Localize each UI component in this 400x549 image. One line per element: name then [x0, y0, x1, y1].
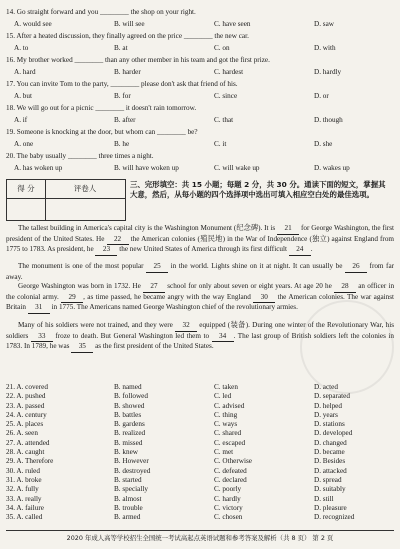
option: D. saw — [314, 20, 334, 28]
blank-25: 25 — [146, 262, 168, 273]
option: C. escaped — [214, 438, 246, 447]
option: B. realized — [114, 429, 146, 438]
blank-22: 22 — [107, 235, 129, 246]
option: B. knew — [114, 448, 138, 457]
option: C. it — [214, 140, 227, 148]
option: C. poorly — [214, 485, 242, 494]
passage-text: equipped (装备). During one winter of the Revolutionary War, his soldiers — [6, 321, 395, 340]
question-18-stem: 18. We will go out for a picnic ________ it doesn't rain tomorrow. — [6, 104, 197, 112]
blank-21: 21 — [277, 224, 299, 235]
option: C. that — [214, 116, 234, 124]
section-instruction: 三、完形填空：共 15 小题；每题 2 分，共 30 分。通读下面的短文，掌握其大意，然后，从每小题的四个选择项中选出可填入相应空白处的最佳选项。 — [130, 180, 386, 199]
passage-text: as the first president of the United States. — [95, 342, 214, 351]
passage-text: from far away. — [6, 262, 395, 281]
option: C. led — [214, 392, 232, 401]
passage-text: Many of his soldiers were not trained, and they were — [18, 321, 173, 329]
option: D. developed — [314, 429, 353, 438]
option-row — [6, 457, 394, 466]
option: D. pleasure — [314, 503, 347, 512]
option: C. victory — [214, 503, 243, 512]
passage-text: school for only about seven or eight years. At age 20 he — [167, 282, 332, 290]
blank-31: 31 — [28, 303, 50, 314]
option: 32. A. fully — [6, 485, 39, 494]
blank-28: 28 — [334, 282, 356, 293]
passage-text: The tallest building in America's capital city is the Washington Monument (纪念碑). It is — [18, 224, 276, 232]
option: C. thing — [214, 410, 238, 419]
option: 23. A. passed — [6, 401, 45, 410]
question-20-stem: 20. The baby usually ________ three times a night. — [6, 152, 154, 160]
passage-text: froze to death. But General Washington led them to — [55, 331, 210, 340]
score-label: 得 分 — [17, 184, 35, 193]
option: B. trouble — [114, 503, 143, 512]
option: B. he — [114, 140, 130, 148]
option: D. suitably — [314, 485, 346, 494]
option: C. declared — [214, 475, 247, 484]
option: 33. A. really — [6, 494, 42, 503]
option: 28. A. caught — [6, 448, 45, 457]
option: B. However — [114, 457, 149, 466]
option: D. with — [314, 44, 336, 52]
option: 35. A. called — [6, 513, 43, 522]
option: A. hard — [14, 68, 36, 76]
option: D. spread — [314, 475, 342, 484]
option-row — [6, 402, 394, 411]
passage-text: for George Washington, the first president of the United States. He — [6, 224, 395, 243]
option: C. taken — [214, 383, 238, 391]
option: D. or — [314, 92, 329, 100]
cloze-options — [6, 383, 394, 522]
option-row — [6, 429, 394, 438]
passage-text: the new United States of America through its first difficult — [119, 245, 287, 254]
option: 27. A. attended — [6, 438, 50, 447]
reviewer-label: 评卷人 — [73, 184, 97, 193]
passage-text: George Washington was born in 1732. He — [18, 282, 141, 290]
option: B. showed — [114, 401, 145, 410]
option: B. almost — [114, 494, 142, 503]
option-row — [6, 420, 394, 429]
option: 24. A. century — [6, 410, 47, 419]
option: A. one — [14, 140, 34, 148]
option: D. became — [314, 448, 345, 457]
blank-35: 35 — [71, 342, 93, 353]
option-row — [6, 504, 394, 513]
option: D. years — [314, 410, 338, 419]
option: D. wakes up — [314, 164, 350, 172]
option: D. helped — [314, 401, 342, 410]
option: B. gardens — [114, 420, 145, 429]
option: C. have seen — [214, 20, 251, 28]
option: B. started — [114, 475, 142, 484]
divider — [45, 180, 46, 220]
blank-30: 30 — [253, 293, 275, 304]
blank-23: 23 — [95, 245, 117, 256]
blank-27: 27 — [143, 282, 165, 293]
option: B. will have woken up — [114, 164, 179, 172]
option: C. since — [214, 92, 238, 100]
option-row — [6, 495, 394, 504]
option-row — [6, 467, 394, 476]
option-row — [6, 439, 394, 448]
option: 25. A. places — [6, 420, 44, 429]
option: C. defeated — [214, 466, 247, 475]
option: C. Otherwise — [214, 457, 252, 466]
option: C. hardest — [214, 68, 244, 76]
passage-text: the American colonies. The war against Britain — [6, 292, 395, 312]
option-row — [6, 476, 394, 485]
option: D. attacked — [314, 466, 347, 475]
option: A. but — [14, 92, 32, 100]
option: 31. A. broke — [6, 475, 42, 484]
option: 22. A. pushed — [6, 392, 46, 401]
option: A. to — [14, 44, 29, 52]
option: B. at — [114, 44, 128, 52]
passage-paragraph-1: The tallest building in America's capital city is the Washington Monument (纪念碑). It is 21 for George Washington, the first president of the United States. He 22 the American colonies (殖民地) in the War of Independence (独立) against England from 1775 to 1783. As president, he 23 the new United States of America through its first difficult 24 . — [6, 224, 394, 256]
option: D. recognized — [314, 513, 355, 522]
option-row — [6, 513, 394, 522]
watermark-seal — [300, 300, 394, 394]
option: B. will see — [114, 20, 145, 28]
blank-26: 26 — [345, 262, 367, 273]
passage-text: in 1775. The Americans named George Washington chief of the revolutionary armies. — [51, 303, 298, 312]
option: B. followed — [114, 392, 148, 401]
passage-text: in the world. Lights shine on it at night. It can usually be — [170, 262, 343, 270]
option: D. though — [314, 116, 343, 124]
passage-text: . The last group of British soldiers left the colonies in 1783. In 1789, he was — [6, 331, 395, 351]
option: B. missed — [114, 438, 143, 447]
option-row — [6, 411, 394, 420]
question-17-stem: 17. You can invite Tom to the party, ________ please don't ask that friend of his. — [6, 80, 238, 88]
option: D. hardly — [314, 68, 342, 76]
option: A. if — [14, 116, 28, 124]
blank-24: 24 — [289, 245, 311, 256]
option: C. hardly — [214, 494, 241, 503]
option: D. still — [314, 494, 334, 503]
option: B. specially — [114, 485, 148, 494]
blank-34: 34 — [212, 332, 234, 343]
blank-29: 29 — [61, 293, 83, 304]
option: C. met — [214, 448, 234, 457]
option: C. will wake up — [214, 164, 260, 172]
option: B. battles — [114, 410, 142, 419]
option: B. named — [114, 383, 142, 391]
option: 21. A. covered — [6, 383, 48, 391]
passage-text: , as time passed, he became angry with the way England — [83, 292, 251, 301]
footer-divider — [6, 530, 394, 531]
option: A. has woken up — [14, 164, 63, 172]
option: C. advised — [214, 401, 245, 410]
option-row — [6, 485, 394, 494]
question-14-stem: 14. Go straight forward and you ________ the shop on your right. — [6, 8, 196, 16]
passage-text: the American colonies (殖民地) in the War of Independence (独立) against England from 1775 to 1783. As president, he — [6, 234, 395, 254]
question-19-stem: 19. Someone is knocking at the door, but whom can ________ be? — [6, 128, 198, 136]
page-footer: 2020 年成人高等学校招生全国统一考试高起点英语试题和参考答案及解析（共 8 页） 第 2 页 — [66, 534, 334, 542]
score-box — [6, 179, 126, 221]
option: D. acted — [314, 383, 338, 391]
option: C. on — [214, 44, 230, 52]
option: B. after — [114, 116, 136, 124]
option: D. she — [314, 140, 333, 148]
option: D. stations — [314, 420, 345, 429]
blank-33: 33 — [31, 332, 53, 343]
option: B. armed — [114, 513, 141, 522]
option: C. shared — [214, 429, 242, 438]
option: 26. A. seen — [6, 429, 38, 438]
option: 29. A. Therefore — [6, 457, 54, 466]
blank-32: 32 — [175, 321, 197, 332]
option: A. would see — [14, 20, 52, 28]
option: B. destroyed — [114, 466, 151, 475]
question-15-stem: 15. After a heated discussion, they finally agreed on the price ________ the new car. — [6, 32, 249, 40]
passage-paragraph-2 — [6, 262, 394, 282]
option: D. Besides — [314, 457, 346, 466]
option: B. harder — [114, 68, 141, 76]
option: D. separated — [314, 392, 350, 401]
divider — [7, 198, 125, 199]
option: D. changed — [314, 438, 347, 447]
option-row — [6, 392, 394, 401]
option: B. for — [114, 92, 131, 100]
passage-text: an officer in the colonial army. — [6, 282, 395, 301]
option: 34. A. failure — [6, 503, 44, 512]
option: C. ways — [214, 420, 238, 429]
question-16-stem: 16. My brother worked ________ than any other member in his team and got the first prize. — [6, 56, 270, 64]
option-row — [6, 448, 394, 457]
option: C. chosen — [214, 513, 243, 522]
option: 30. A. ruled — [6, 466, 40, 475]
passage-text: The monument is one of the most popular — [18, 262, 144, 270]
